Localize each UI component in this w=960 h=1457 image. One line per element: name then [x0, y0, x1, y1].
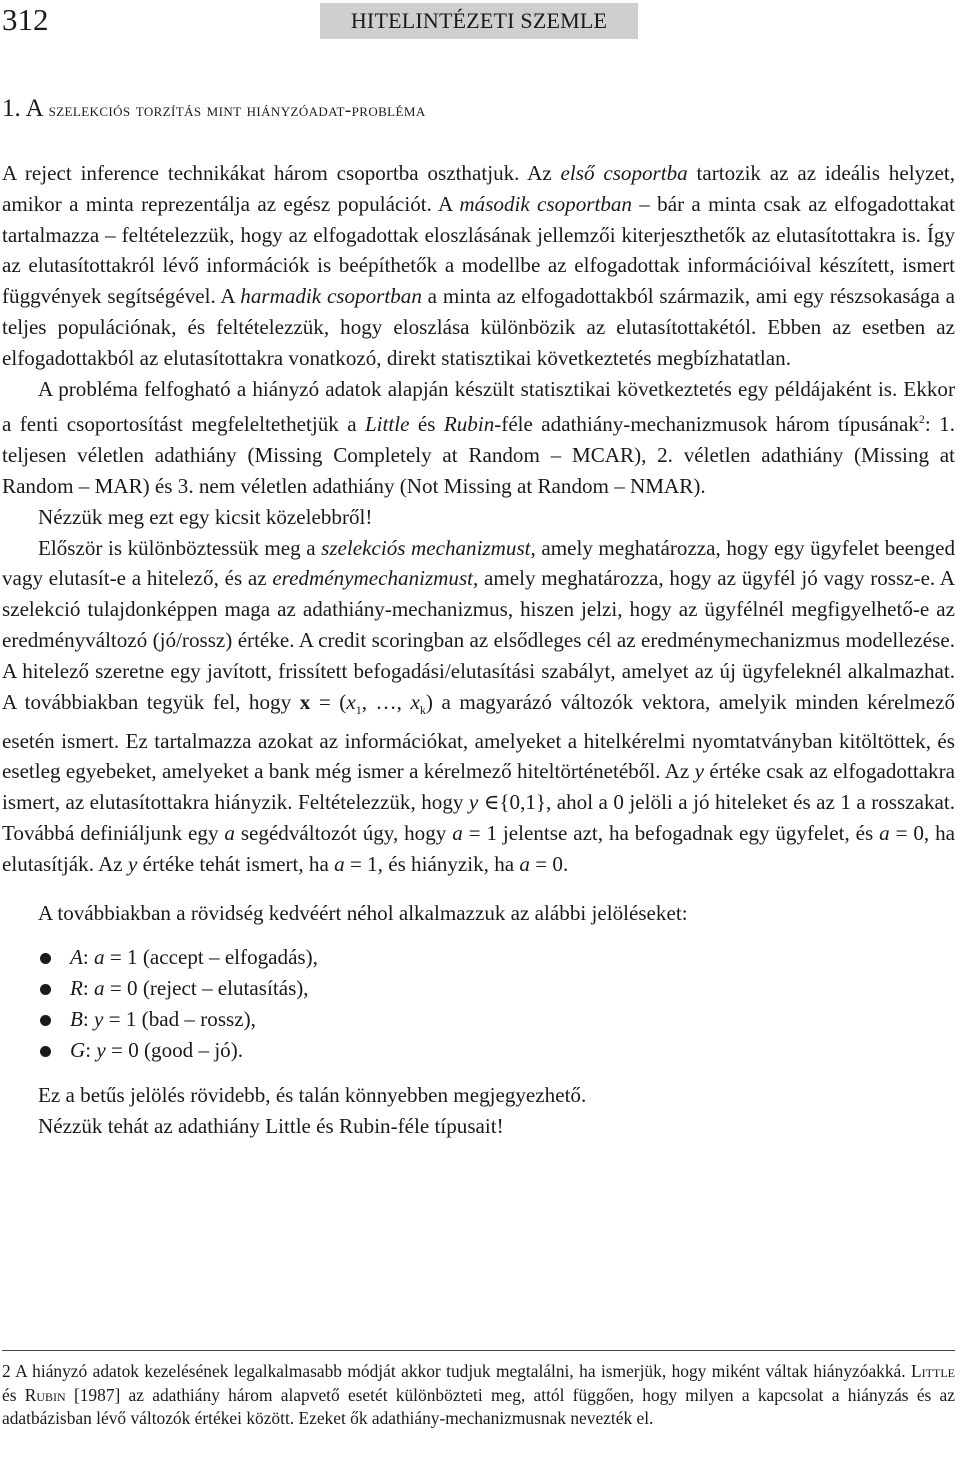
text-run: = 0.: [529, 851, 569, 876]
text-run: :: [82, 1007, 95, 1032]
list-item: [40, 1035, 955, 1066]
paragraph-groups: [2, 158, 955, 374]
text-run: = 0, ha elutasítják. Az: [2, 820, 955, 876]
section-heading: [2, 93, 426, 127]
math-var: a: [519, 851, 530, 876]
text-run: = 1 (bad – rossz),: [103, 1007, 256, 1032]
text-run: = 0 (reject – elutasítás),: [104, 976, 309, 1001]
text-run: ): [425, 689, 433, 714]
text-run: :: [82, 976, 95, 1001]
emphasis: harmadik csoportban: [240, 284, 422, 309]
author-name: Little: [364, 412, 410, 437]
text-run: = 1 (accept – elfogadás),: [104, 945, 318, 970]
section-title-cap: A: [25, 95, 43, 122]
math-var: y: [96, 1038, 106, 1063]
emphasis: második csoportban: [459, 191, 632, 216]
text-run: A probléma felfogható a hiányzó adatok alapján készült statisztikai következtetés egy példájaként is. Ekkor a fenti csoportosítást megfeleltethetjük a: [2, 376, 955, 437]
text-run: – bár a minta csak az elfogadottakat tartalmazza – feltételezzük, hogy az elfogadottak eloszlásának jellemzői kiterjeszthetők az elutasítottakra is. Így az elutasítottakról lévő információk is beépíthetők a modellbe az elfogadottak információival készített, ismert függvények segítségével. A: [2, 191, 955, 309]
page-number: 312: [2, 2, 49, 37]
math-var: y: [468, 790, 479, 815]
text-run: 2 A hiányzó adatok kezelésének legalkalmasabb módját akkor tudjuk megtalálni, ha ismerjük, hogy miként váltak hiányzóakká.: [2, 1361, 912, 1381]
text-run: -féle adathiány-mechanizmusok három típusának: [494, 412, 919, 437]
text-run: értéke tehát ismert, ha: [137, 851, 335, 876]
math-var: a: [94, 976, 105, 1001]
emphasis: eredménymechanizmust: [272, 566, 474, 591]
page-header: [0, 0, 960, 42]
author-name: Rubin: [24, 1384, 66, 1405]
math-var: y: [94, 1007, 104, 1032]
spacer: [2, 880, 955, 898]
footnote-ref: 2: [918, 412, 925, 427]
bullet-icon: [40, 1015, 51, 1026]
paragraph-closer-look: Nézzük meg ezt egy kicsit közelebbről!: [38, 504, 373, 529]
article-body: [2, 158, 955, 1142]
author-name: Rubin: [443, 412, 495, 437]
math-var: y: [127, 851, 138, 876]
notation-list: [2, 942, 955, 1066]
math-var: a: [452, 820, 463, 845]
paragraph-mechanisms: [2, 533, 955, 880]
text-run: , amely meghatározza, hogy egy ügyfelet beenged vagy elutasít-e a hitelező, és az: [2, 535, 955, 591]
emphasis: szelekciós mechanizmust: [321, 535, 531, 560]
text-run: a magyarázó változók vektora, amelyik minden kérelmező esetén ismert. Ez tartalmazza azokat az információkat, amelyeket a hitelkérelmi nyomtatványban kitöltöttek, és esetleg egyebeket, amelyeket a bank még ismer a kérelmező hiteltörténetéből. Az: [2, 689, 956, 784]
text-run: , amely meghatározza, hogy az ügyfél jó vagy rossz-e. A szelekció tulajdonképpen maga az adathiány-mechanizmus, hiszen jelzi, hogy az ügyfélnél megfigyelhető-e az eredményváltozó (jó/rossz) értéke. A credit scoringban az elsődleges cél az eredménymechanizmus modellezése. A hitelező szeretne egy javított, frissített befogadási/elutasítási szabályt, amelyet az új ügyfeleknél alkalmazhat. A továbbiakban tegyük fel, hogy: [2, 566, 955, 714]
text-run: = 1, és hiányzik, ha: [344, 851, 520, 876]
spacer: [2, 1066, 955, 1080]
bullet-icon: [40, 984, 51, 995]
section-number: 1.: [2, 95, 21, 122]
emphasis: első csoportba: [560, 161, 688, 185]
bullet-icon: [40, 953, 51, 964]
section-title: szelekciós torzítás mint hiányzóadat-probléma: [48, 100, 426, 121]
text-run: és: [409, 412, 444, 437]
text-run: : 1. teljesen véletlen adathiány (Missing Completely at Random – MCAR), 2. véletlen adathiány (Missing at Random – MAR) és 3. nem véletlen adathiány (Not Missing at Random – NMAR).: [2, 412, 955, 498]
math-var: x: [346, 689, 356, 714]
bullet-icon: [40, 1046, 51, 1057]
notation-symbol: A: [70, 945, 83, 970]
text-run: értéke csak az elfogadottakra ismert, az elutasítottakra hiányzik. Feltételezzük, hogy: [2, 759, 955, 815]
text-run: :: [82, 945, 95, 970]
text-run: = (: [310, 689, 347, 714]
math-sub: 1: [355, 702, 362, 717]
text-run: A reject inference technikákat három csoportba oszthatjuk. Az: [2, 161, 561, 185]
math-var: a: [94, 945, 105, 970]
text-run: :: [85, 1038, 97, 1063]
footnote: [2, 1360, 955, 1431]
vector-symbol: x: [299, 689, 311, 714]
list-item: [40, 973, 955, 1004]
text-run: Először is különböztessük meg a: [38, 535, 322, 560]
math-sub: k: [419, 702, 426, 717]
math-var: a: [879, 820, 890, 845]
notation-symbol: G: [70, 1038, 86, 1063]
author-name: Little: [911, 1361, 955, 1381]
paragraph-missing-data: [2, 374, 955, 502]
text-run: és: [2, 1384, 25, 1405]
math-var: y: [694, 759, 705, 784]
paragraph-notation-intro: A továbbiakban a rövidség kedvéért néhol alkalmazzuk az alábbi jelöléseket:: [38, 900, 688, 925]
text-run: = 0 (good – jó).: [105, 1038, 244, 1063]
paragraph-notation-note: Ez a betűs jelölés rövidebb, és talán könnyebben megjegyezhető.: [38, 1083, 587, 1108]
spacer: [2, 928, 955, 942]
text-run: , …,: [361, 689, 411, 714]
footnote-divider: [2, 1350, 955, 1351]
text-run: ∈{0,1}, ahol a 0 jelöli a jó hiteleket és az 1 a rosszakat. Továbbá definiáljunk egy: [2, 790, 955, 845]
text-run: segédváltozót úgy, hogy: [234, 820, 453, 845]
paragraph-transition: Nézzük tehát az adathiány Little és Rubin-féle típusait!: [38, 1114, 504, 1139]
notation-symbol: R: [70, 976, 83, 1001]
notation-symbol: B: [70, 1007, 83, 1032]
list-item: [40, 1004, 955, 1035]
text-run: [1987] az adathiány három alapvető esetét különbözteti meg, attól függően, hogy milyen a kapcsolat a hiányzás és az adatbázisban lévő változók értékei között. Ezeket ők adathiány-mechanizmusnak nevezték el.: [2, 1384, 955, 1428]
math-var: x: [410, 689, 420, 714]
list-item: [40, 942, 955, 973]
journal-title: HITELINTÉZETI SZEMLE: [320, 3, 638, 39]
text-run: a minta az elfogadottakból származik, ami egy részsokasága a teljes populációnak, és feltételezzük, hogy eloszlása különbözik az elutasítottakétól. Ebben az esetben az elfogadottakból az elutasítottakra vonatkozó, direkt statisztikai következtetés megbízhatatlan.: [2, 284, 955, 370]
math-var: a: [224, 820, 235, 845]
text-run: = 1 jelentse azt, ha befogadnak egy ügyfelet, és: [462, 820, 880, 845]
math-var: a: [334, 851, 345, 876]
text-run: tartozik az az ideális helyzet, amikor a minta reprezentálja az egész populációt. A: [2, 161, 955, 216]
